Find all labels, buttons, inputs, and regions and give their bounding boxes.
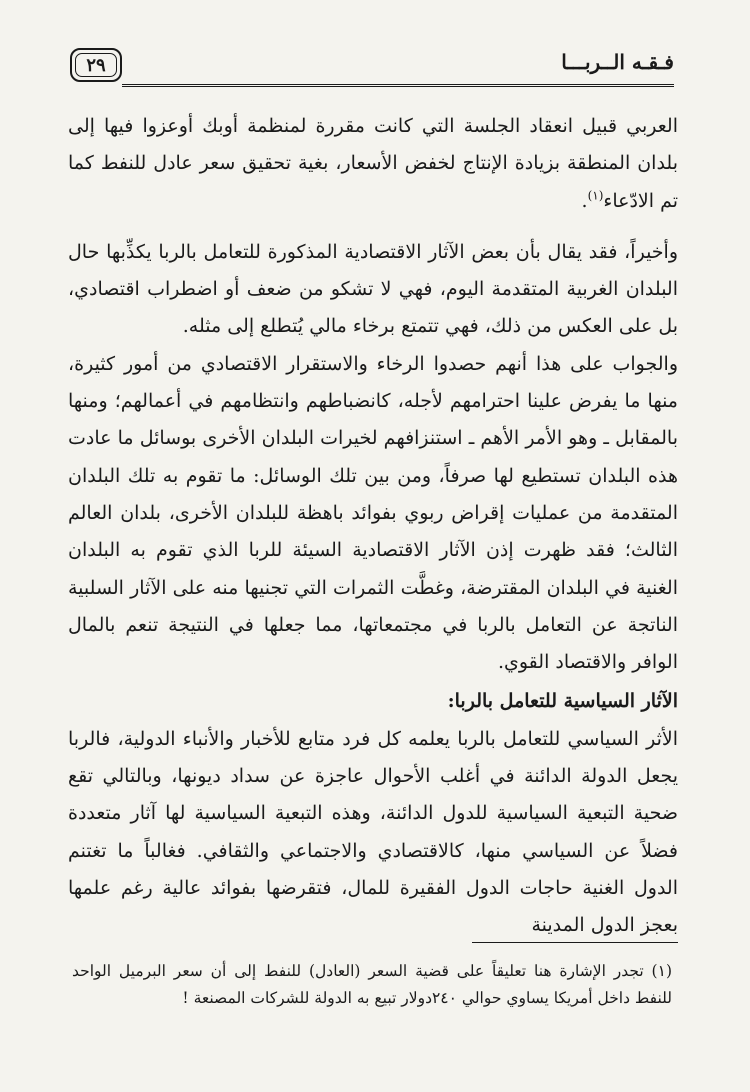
main-text — [68, 108, 678, 945]
paragraph-end-mark: . — [581, 189, 588, 212]
paragraph-political-effect: الأثر السياسي للتعامل بالربا يعلمه كل فرد متابع للأخبار والأنباء الدولية، فالربا يجعل الدولة الدائنة في أغلب الأحوال عاجزة عن سداد ديونها، وبالتالي تقع ضحية التبعية السياسية للدول الدائنة، وهذه التبعية السياسية لها آثار متعددة فضلاً عن السياسي منها، كالاقتصادي والاجتماعي والثقافي. فغالباً ما تغتنم الدول الغنية حاجات الدول الفقيرة للمال، فتقرضها بفوائد عالية رغم علمها بعجز الدول المدينة — [68, 727, 678, 937]
paragraph-objection: وأخيراً، فقد يقال بأن بعض الآثار الاقتصادية المذكورة للتعامل بالربا يكذِّبها حال البلدان الغربية المتقدمة اليوم، فهي لا تشكو من ضعف أو اضطراب اقتصادي، بل على العكس من ذلك، فهي تتمتع برخاء مالي يُتطلع إلى مثله. — [68, 240, 678, 338]
footnote-reference: (١) — [587, 188, 604, 203]
header-double-rule — [122, 84, 674, 87]
running-title: فـقـه الــربـــا — [561, 50, 674, 74]
footnote-text: (١) تجدر الإشارة هنا تعليقاً على قضية السعر (العادل) للنفط إلى أن سعر البرميل الواحد للنفط داخل أمريكا يساوي حوالي ٢٤٠دولار تبيع به الدولة للشركات المصنعة ! — [72, 962, 672, 1007]
paragraph-continuation-text: العربي قبيل انعقاد الجلسة التي كانت مقررة لمنظمة أوبك أوعزوا فيها إلى بلدان المنطقة بزيادة الإنتاج لخفض الأسعار، بغية تحقيق سعر عادل للنفط كما تم الادّعاء — [68, 115, 678, 212]
section-heading: الآثار السياسية للتعامل بالربا: — [447, 690, 678, 713]
footnote — [72, 958, 672, 1012]
page-header — [70, 48, 674, 88]
paragraph-answer: والجواب على هذا أنهم حصدوا الرخاء والاستقرار الاقتصادي من أمور كثيرة، منها ما يفرض علينا احترامهم لأجله، كانضباطهم وانتظامهم في أعمالهم؛ ومنها بالمقابل ـ وهو الأمر الأهم ـ استنزافهم لخيرات البلدان الأخرى بوسائل ما عادت هذه البلدان تستطيع لها صرفاً، ومن بين تلك الوسائل: ما تقوم به تلك البلدان المتقدمة من عمليات إقراض ربوي بفوائد باهظة للبلدان الأخرى، بلدان العالم الثالث؛ فقد ظهرت إذن الآثار الاقتصادية السيئة للربا الذي تقوم به البلدان الغنية في البلدان المقترضة، وغطَّت الثمرات التي تجنيها منه على الآثار السلبية الناتجة عن التعامل بالربا في مجتمعاتها، مما جعلها في النتيجة تنعم بالمال الوافر والاقتصاد القوي. — [68, 352, 678, 674]
paragraph-continuation — [68, 108, 678, 220]
footnote-separator — [472, 942, 678, 943]
page-number-badge: ٢٩ — [70, 48, 122, 82]
